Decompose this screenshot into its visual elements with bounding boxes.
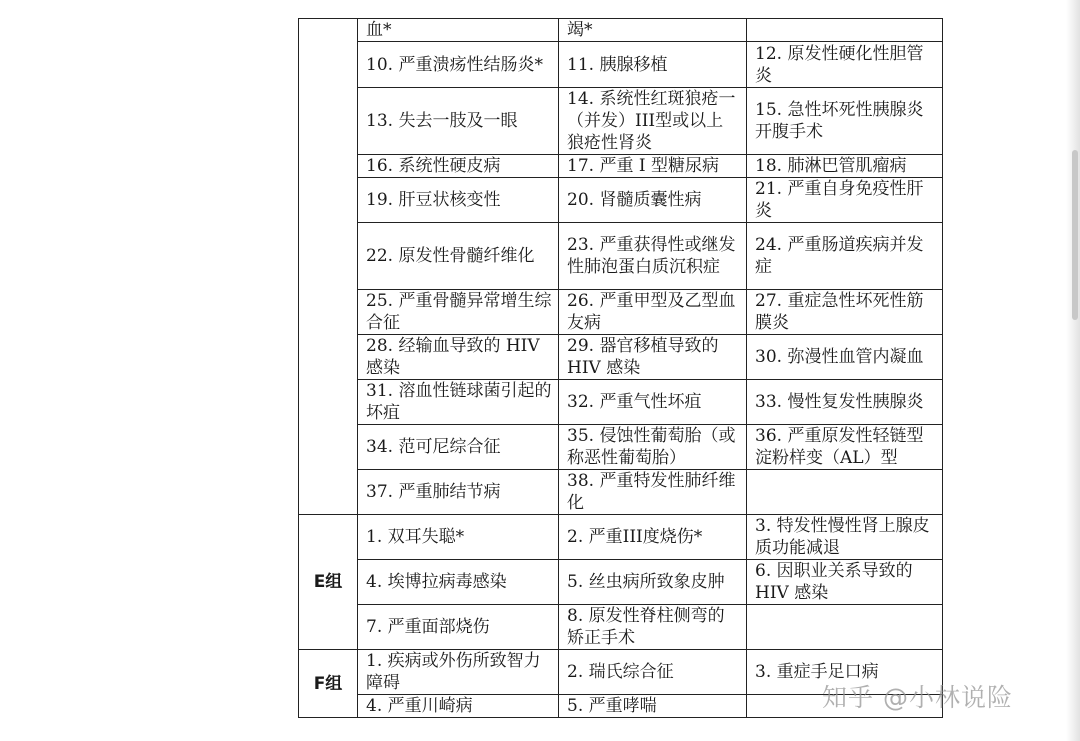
table-cell: 15. 急性坏死性胰腺炎开腹手术 — [747, 88, 943, 155]
table-cell: 3. 重症手足口病 — [747, 650, 943, 695]
table-row — [299, 605, 943, 650]
table-cell: 20. 肾髓质囊性病 — [559, 178, 747, 223]
table-cell: 34. 范可尼综合征 — [358, 425, 559, 470]
table-cell: 12. 原发性硬化性胆管炎 — [747, 42, 943, 88]
table-cell: 10. 严重溃疡性结肠炎* — [358, 42, 559, 88]
table-cell: 3. 特发性慢性肾上腺皮质功能减退 — [747, 515, 943, 560]
table-cell: 32. 严重气性坏疽 — [559, 380, 747, 425]
table-cell: 27. 重症急性坏死性筋膜炎 — [747, 290, 943, 335]
table-cell: 4. 埃博拉病毒感染 — [358, 560, 559, 605]
table-cell: 1. 双耳失聪* — [358, 515, 559, 560]
table-cell: 7. 严重面部烧伤 — [358, 605, 559, 650]
table-cell: 26. 严重甲型及乙型血友病 — [559, 290, 747, 335]
table-row — [299, 380, 943, 425]
table-cell: 16. 系统性硬皮病 — [358, 155, 559, 178]
table-cell: 30. 弥漫性血管内凝血 — [747, 335, 943, 380]
table-cell — [747, 605, 943, 650]
table-cell: 8. 原发性脊柱侧弯的矫正手术 — [559, 605, 747, 650]
table-cell: 13. 失去一肢及一眼 — [358, 88, 559, 155]
table-cell: 4. 严重川崎病 — [358, 695, 559, 718]
table-cell: 23. 严重获得性或继发性肺泡蛋白质沉积症 — [559, 223, 747, 290]
table-cell — [747, 470, 943, 515]
table-row — [299, 425, 943, 470]
table-cell: 2. 瑞氏综合征 — [559, 650, 747, 695]
table-row — [299, 19, 943, 42]
table-cell: 18. 肺淋巴管肌瘤病 — [747, 155, 943, 178]
table-cell: 11. 胰腺移植 — [559, 42, 747, 88]
table-cell: 血* — [358, 19, 559, 42]
table-row — [299, 290, 943, 335]
page-edge-shadow — [1066, 0, 1080, 741]
table-cell: 1. 疾病或外伤所致智力障碍 — [358, 650, 559, 695]
table-row — [299, 155, 943, 178]
table-cell: 19. 肝豆状核变性 — [358, 178, 559, 223]
table-row — [299, 42, 943, 88]
table-cell: 37. 严重肺结节病 — [358, 470, 559, 515]
table-cell: 17. 严重 I 型糖尿病 — [559, 155, 747, 178]
table-cell: 25. 严重骨髓异常增生综合征 — [358, 290, 559, 335]
table-cell: 28. 经输血导致的 HIV 感染 — [358, 335, 559, 380]
table-row — [299, 560, 943, 605]
table-cell: 5. 严重哮喘 — [559, 695, 747, 718]
group-label-d-continued — [299, 19, 358, 515]
table-row — [299, 335, 943, 380]
table-cell: 2. 严重III度烧伤* — [559, 515, 747, 560]
table-cell: 14. 系统性红斑狼疮一（并发）III型或以上狼疮性肾炎 — [559, 88, 747, 155]
scrollbar-thumb[interactable] — [1072, 150, 1078, 320]
group-label-e: E组 — [299, 515, 358, 650]
table-cell: 35. 侵蚀性葡萄胎（或称恶性葡萄胎） — [559, 425, 747, 470]
table-cell: 22. 原发性骨髓纤维化 — [358, 223, 559, 290]
table-cell: 24. 严重肠道疾病并发症 — [747, 223, 943, 290]
table-row — [299, 88, 943, 155]
disease-table — [298, 18, 943, 718]
zhihu-watermark: 知乎 @小林说险 — [822, 683, 1013, 712]
table-cell: 6. 因职业关系导致的 HIV 感染 — [747, 560, 943, 605]
table-cell: 33. 慢性复发性胰腺炎 — [747, 380, 943, 425]
table-cell: 29. 器官移植导致的 HIV 感染 — [559, 335, 747, 380]
table-row — [299, 178, 943, 223]
table-cell: 21. 严重自身免疫性肝炎 — [747, 178, 943, 223]
table-cell: 36. 严重原发性轻链型淀粉样变（AL）型 — [747, 425, 943, 470]
table-cell: 竭* — [559, 19, 747, 42]
table-cell: 31. 溶血性链球菌引起的坏疽 — [358, 380, 559, 425]
group-label-f: F组 — [299, 650, 358, 718]
table-cell: 5. 丝虫病所致象皮肿 — [559, 560, 747, 605]
table-cell — [747, 19, 943, 42]
table-row — [299, 223, 943, 290]
table-row — [299, 515, 943, 560]
table-cell: 38. 严重特发性肺纤维化 — [559, 470, 747, 515]
table-row — [299, 470, 943, 515]
